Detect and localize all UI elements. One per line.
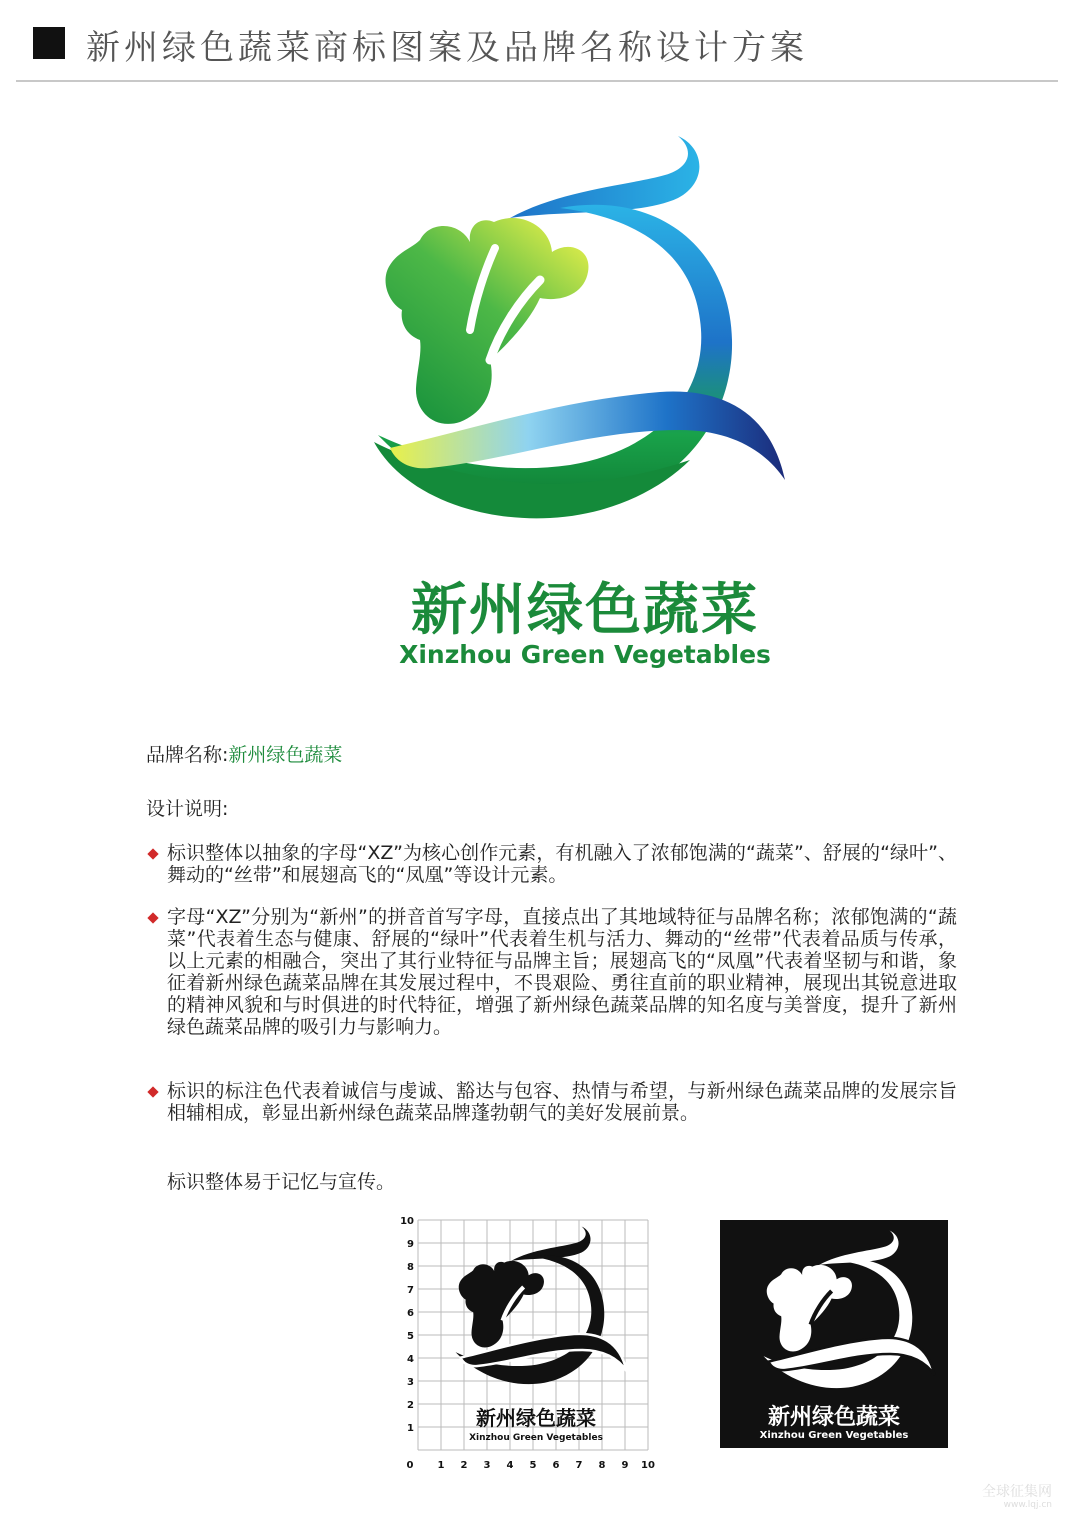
grid-y-label: 10 xyxy=(400,1216,414,1227)
grid-svg xyxy=(396,1210,666,1470)
grid-y-label: 5 xyxy=(407,1331,414,1342)
page-header xyxy=(0,0,1080,82)
bullet-text: 字母“XZ”分别为“新州”的拼音首写字母，直接点出了其地域特征与品牌名称；浓郁饱满的“蔬菜”代表着生态与健康、舒展的“绿叶”代表着生机与活力、舞动的“丝带”代表着品质与传承，以上元素的相融合，突出了其行业特征与品牌主旨；展翅高飞的“凤凰”代表着坚韧与和谐，象征着新州绿色蔬菜品牌在其发展过程中，不畏艰险、勇往直前的职业精神，展现出其锐意进取的精神风貌和与时俱进的时代特征，增强了新州绿色蔬菜品牌的知名度与美誉度，提升了新州绿色蔬菜品牌的吸引力与影响力。 xyxy=(167,906,957,1038)
page-title: 新州绿色蔬菜商标图案及品牌名称设计方案 xyxy=(86,28,808,68)
reverse-logo-en: Xinzhou Green Vegetables xyxy=(759,1430,909,1441)
brand-name-value: 新州绿色蔬菜 xyxy=(228,744,343,766)
grid-y-label: 1 xyxy=(407,1423,414,1434)
red-diamond-icon xyxy=(147,1086,158,1097)
header-divider xyxy=(16,80,1058,82)
logo-grid-diagram xyxy=(396,1210,666,1470)
grid-y-label: 2 xyxy=(407,1400,414,1411)
red-diamond-icon xyxy=(147,912,158,923)
bullet-text: 标识整体以抽象的字母“XZ”为核心创作元素，有机融入了浓郁饱满的“蔬菜”、舒展的“绿叶”、舞动的“丝带”和展翅高飞的“凤凰”等设计元素。 xyxy=(167,842,957,886)
grid-x-label: 6 xyxy=(552,1460,560,1470)
grid-y-label: 7 xyxy=(407,1285,414,1296)
brand-name-label: 品牌名称: xyxy=(146,744,229,766)
grid-y-label: 9 xyxy=(407,1239,414,1250)
reverse-logo-svg xyxy=(720,1220,948,1400)
grid-logo-black xyxy=(456,1227,627,1385)
watermark xyxy=(982,1486,1052,1512)
grid-y-label: 4 xyxy=(407,1354,414,1365)
reverse-logo-cn: 新州绿色蔬菜 xyxy=(767,1405,900,1430)
brand-logo-color xyxy=(360,130,800,570)
grid-x-label: 10 xyxy=(641,1460,655,1470)
bullet-text: 标识的标注色代表着诚信与虔诚、豁达与包容、热情与希望，与新州绿色蔬菜品牌的发展宗旨相辅相成，彰显出新州绿色蔬菜品牌蓬勃朝气的美好发展前景。 xyxy=(167,1080,957,1124)
vegetable-leaf-shape xyxy=(386,218,589,424)
grid-x-label: 8 xyxy=(598,1460,606,1470)
grid-x-label: 0 xyxy=(406,1460,414,1470)
grid-y-label: 6 xyxy=(407,1308,414,1319)
design-description-label: 设计说明: xyxy=(146,798,229,820)
grid-x-label: 1 xyxy=(437,1460,445,1470)
watermark-line2: www.lqj.cn xyxy=(1003,1500,1052,1510)
grid-logo-cn: 新州绿色蔬菜 xyxy=(476,1406,596,1430)
grid-y-label: 3 xyxy=(407,1377,414,1388)
watermark-line1: 全球征集网 xyxy=(982,1484,1052,1500)
grid-x-label: 7 xyxy=(575,1460,583,1470)
logo-brand-name-cn: 新州绿色蔬菜 xyxy=(411,578,759,643)
closing-sentence: 标识整体易于记忆与宣传。 xyxy=(167,1171,396,1193)
logo-brand-name-en: Xinzhou Green Vegetables xyxy=(399,640,771,669)
red-diamond-icon xyxy=(147,848,158,859)
header-square-icon xyxy=(33,27,65,59)
grid-logo-en: Xinzhou Green Vegetables xyxy=(469,1433,603,1443)
grid-x-label: 3 xyxy=(483,1460,491,1470)
logo-reverse-black xyxy=(720,1220,948,1448)
grid-x-label: 4 xyxy=(506,1460,514,1470)
grid-x-label: 2 xyxy=(460,1460,468,1470)
grid-x-label: 9 xyxy=(621,1460,629,1470)
brand-name-row xyxy=(146,744,966,766)
grid-x-label: 5 xyxy=(529,1460,537,1470)
grid-y-label: 8 xyxy=(407,1262,414,1273)
